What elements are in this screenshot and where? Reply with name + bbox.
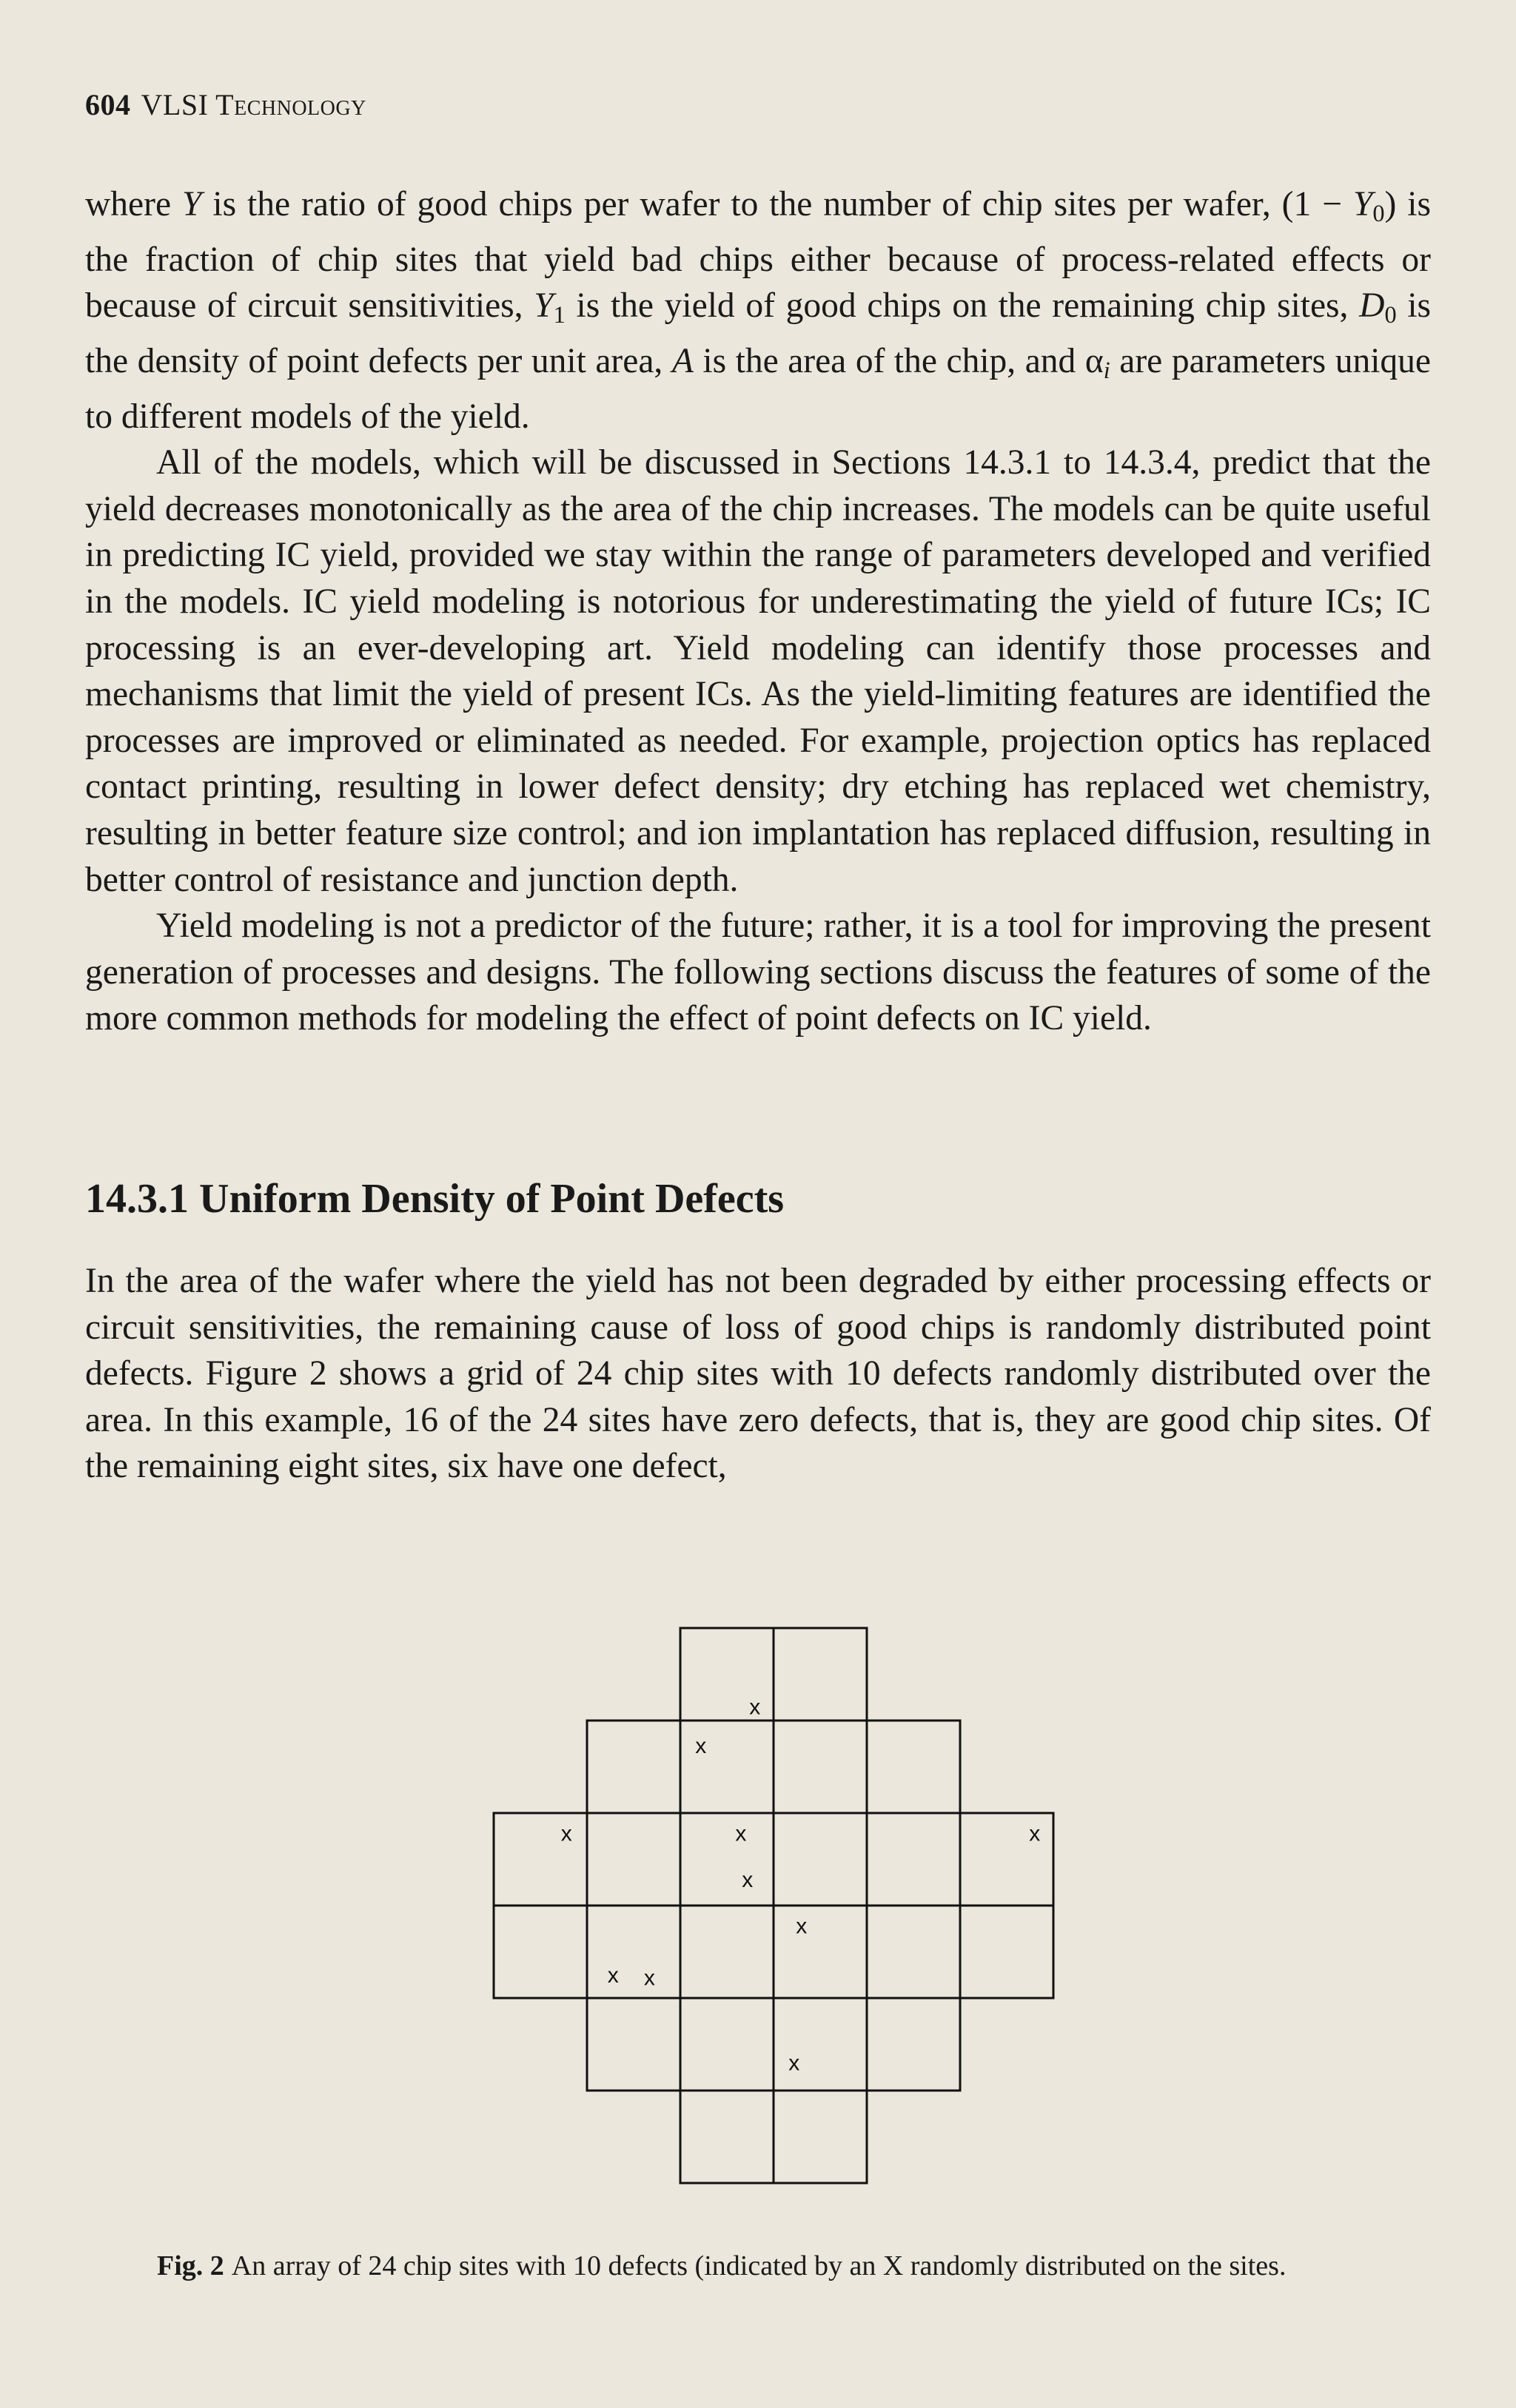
chip-site	[587, 1813, 680, 1906]
defect-marker: x	[607, 1963, 619, 1988]
chip-site	[774, 1628, 867, 1721]
var-alpha: α	[1084, 341, 1104, 380]
figure-chip-grid	[0, 1621, 1516, 2198]
paragraph-predictor: Yield modeling is not a predictor of the future; rather, it is a tool for improving the present generation of processes and designs. The following sections discuss the features of some of the more common methods for modeling the effect of point defects on IC yield.	[85, 907, 1431, 1038]
chip-site	[867, 1906, 960, 1998]
chip-site	[494, 1906, 587, 1998]
body-text-upper	[85, 181, 1431, 1042]
chip-site	[680, 1998, 774, 2091]
paragraph-uniform-density: In the area of the wafer where the yield has not been degraded by either processing effects or circuit sensitivities, the remaining cause of loss of good chips is randomly distributed point defects. Figure 2 shows a grid of 24 chip sites with 10 defects randomly distributed over the area. In this example, 16 of the 24 sites have zero defects, that is, they are good chip sites. Of the remaining eight sites, six have one defect,	[85, 1262, 1431, 1486]
chip-site	[774, 1906, 867, 1998]
chip-site	[774, 1721, 867, 1813]
var-y: Y	[182, 185, 202, 223]
page-number: 604	[85, 88, 131, 121]
defect-marker: x	[1029, 1821, 1041, 1846]
defect-marker: x	[735, 1821, 747, 1846]
chip-site	[587, 1998, 680, 2091]
chip-site	[774, 2091, 867, 2183]
chip-site	[867, 1721, 960, 1813]
paragraph-definitions: where Y is the ratio of good chips per wafer to the number of chip sites per wafer, $(1 - Y_0)$ is the fraction of chip sites that yield bad chips either because of process-related effects or because of circuit sensitivities, $Y_1$ is the yield of good chips on the remaining chip sites, $D_0$ is the density of point defects per unit area, A is the area of the chip, and $\alpha_i$ are parameters unique to different models of the yield.	[85, 185, 1432, 436]
running-title: VLSI Technology	[141, 88, 366, 121]
chip-site	[587, 1906, 680, 1998]
figure-label: Fig. 2	[157, 2250, 224, 2281]
chip-site	[680, 1906, 774, 1998]
section-heading: 14.3.1 Uniform Density of Point Defects	[85, 1176, 785, 1222]
defect-marker: x	[695, 1733, 707, 1758]
defect-marker: x	[788, 2051, 800, 2076]
chip-site	[867, 1813, 960, 1906]
var-d0: D	[1359, 286, 1385, 326]
chip-site	[680, 2091, 774, 2183]
defect-marker: x	[749, 1695, 761, 1720]
chip-site	[680, 1721, 774, 1813]
figure-caption	[157, 2250, 1286, 2282]
defect-marker: x	[796, 1914, 808, 1939]
var-y1: Y	[534, 286, 554, 326]
defect-marker: x	[560, 1821, 572, 1846]
var-y0: Y	[1352, 185, 1373, 223]
chip-site	[680, 1813, 774, 1906]
chip-site	[494, 1813, 587, 1906]
body-text-lower	[85, 1258, 1431, 1490]
var-a: A	[671, 341, 694, 380]
figure-caption-text: An array of 24 chip sites with 10 defects (indicated by an X randomly distributed on the sites.	[231, 2250, 1287, 2281]
chip-site	[867, 1998, 960, 2091]
chip-site	[774, 1813, 867, 1906]
paragraph-models: All of the models, which will be discussed in Sections 14.3.1 to 14.3.4, predict that the yield decreases monotonically as the area of the chip increases. The models can be quite useful in predicting IC yield, provided we stay within the range of parameters developed and verified in the models. IC yield modeling is notorious for underestimating the yield of future ICs; IC processing is an ever-developing art. Yield modeling can identify those processes and mechanisms that limit the yield of present ICs. As the yield-limiting features are identified the processes are improved or eliminated as needed. For example, projection optics has replaced contact printing, resulting in lower defect density; dry etching has replaced wet chemistry, resulting in better feature size control; and ion implantation has replaced diffusion, resulting in better control of resistance and junction depth.	[85, 443, 1431, 899]
defect-marker: x	[742, 1868, 754, 1892]
chip-site	[774, 1998, 867, 2091]
chip-site	[587, 1721, 680, 1813]
chip-site	[960, 1906, 1053, 1998]
defect-marker: x	[643, 1965, 655, 1991]
running-header	[85, 87, 366, 122]
chip-grid-diagram	[0, 1621, 1516, 2198]
